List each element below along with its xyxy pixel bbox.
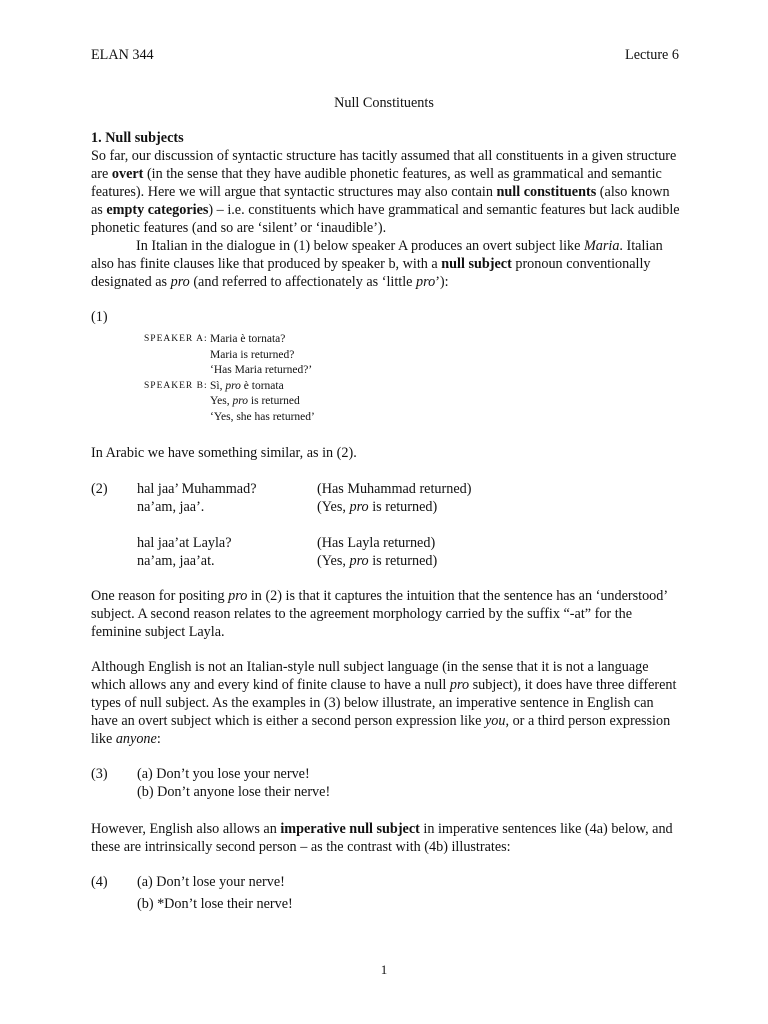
example-4 <box>91 873 293 913</box>
dialogue-line <box>210 379 284 395</box>
example-row <box>91 895 293 913</box>
text-run: Sì, <box>210 379 226 392</box>
speaker-a-label: SPEAKER A: <box>144 334 208 344</box>
italic-term: pro <box>225 379 241 392</box>
paragraph-intro <box>91 147 681 237</box>
example-2 <box>91 480 471 570</box>
dialogue-row <box>144 394 315 410</box>
example-row <box>91 765 330 783</box>
text-run: (also known as <box>91 184 670 218</box>
document-title: Null Constituents <box>334 95 434 111</box>
text-run: in imperative sentences like (4a) below, and these are intrinsically second person – as the contrast with (4b) illustrates: <box>91 821 673 855</box>
text-run: : <box>156 731 161 747</box>
italic-term: pro <box>349 499 369 515</box>
text-run: è tornata <box>240 379 284 392</box>
dialogue-line <box>210 363 312 379</box>
dialogue-row <box>144 410 315 426</box>
example-sentence: (a) Don’t lose your nerve! <box>137 874 285 890</box>
dialogue-line <box>210 394 300 410</box>
italic-term: pro <box>228 588 248 604</box>
example-row <box>91 873 293 891</box>
gloss-text <box>317 480 471 498</box>
paragraph-english-null-subject <box>91 658 681 748</box>
text-run: is returned) <box>368 553 438 569</box>
example-sentence: (b) *Don’t lose their nerve! <box>137 896 293 912</box>
paragraph-pro-reason <box>91 587 681 641</box>
text-run: Yes, <box>210 395 233 407</box>
text-run: pronoun conventionally designated as <box>91 256 651 290</box>
section-null-subjects <box>91 129 681 291</box>
gloss-text <box>317 498 437 516</box>
example-row <box>91 534 471 552</box>
italic-term: anyone <box>115 731 157 747</box>
dialogue-row <box>144 363 315 379</box>
text-run: . Italian also has finite clauses like that produced by speaker b, with a <box>91 238 663 272</box>
text-run: is returned) <box>368 499 438 515</box>
text-run: (Yes, <box>317 499 350 515</box>
text-run: (and referred to affectionately as ‘little <box>189 274 417 290</box>
arabic-text: hal jaa’ Muhammad? <box>137 481 257 497</box>
text-run: is returned <box>248 395 300 407</box>
bold-term: null subject <box>441 256 512 272</box>
italic-term: pro <box>416 274 436 290</box>
example-1-number: (1) <box>91 309 108 325</box>
dialogue-row <box>144 332 315 348</box>
text-run: ‘Yes, she has returned’ <box>210 410 315 423</box>
paragraph-italian <box>91 237 681 291</box>
page-header <box>91 46 679 64</box>
speaker-b-label: SPEAKER B: <box>144 380 208 391</box>
text-run: Maria è tornata? <box>210 333 286 345</box>
text-run: ’): <box>435 274 449 290</box>
text-run: Although English is not an Italian-style null subject language (in the sense that it is not a language which allows any and every kind of finite clause to have a null <box>91 659 649 693</box>
text-run: So far, our discussion of syntactic structure has tacitly assumed that all constituents in a given structure are <box>91 148 677 182</box>
text-run: (Has Layla returned) <box>317 535 436 551</box>
example-1-dialogue <box>144 332 315 425</box>
example-4-number: (4) <box>91 874 108 890</box>
dialogue-line <box>210 348 294 364</box>
italic-term: pro <box>170 274 190 290</box>
italic-term: you <box>484 713 506 729</box>
paragraph-imperative <box>91 820 681 856</box>
example-row <box>91 783 330 801</box>
text-run: However, English also allows an <box>91 821 281 837</box>
gloss-text <box>317 534 435 552</box>
text-run: Maria is returned? <box>210 348 295 361</box>
dialogue-line <box>210 332 285 348</box>
example-row <box>91 480 471 498</box>
text-run: subject), it does have three different types of null subject. As the examples in (3) below illustrate, an imperative sentence in English can have an overt subject which is either a second person expression like <box>91 677 677 729</box>
italic-term: pro <box>449 677 470 693</box>
text-run: (in the sense that they have audible phonetic features, as well as grammatical and semantic features). Here we will argue that syntactic structures may also contain <box>91 166 662 200</box>
text-run: in (2) is that it captures the intuition that the sentence has an ‘understood’ subject. A second reason relates to the agreement morphology carried by the suffix “-at” for the feminine subject Layla. <box>91 588 668 640</box>
text-run: ) – i.e. constituents which have grammatical and semantic features but lack audible phonetic features (and so are ‘silent’ or ‘inaudible’). <box>91 202 680 236</box>
gloss-text <box>317 552 437 570</box>
text-run: , or a third person expression like <box>91 713 671 747</box>
arabic-text: hal jaa’at Layla? <box>137 535 232 551</box>
section-heading: 1. Null subjects <box>91 130 184 146</box>
example-sentence: (a) Don’t you lose your nerve! <box>137 766 310 782</box>
example-3-number: (3) <box>91 766 108 782</box>
text-run: One reason for positing <box>91 588 229 604</box>
arabic-text: na’am, jaa’at. <box>137 553 215 569</box>
italic-term: pro <box>349 553 369 569</box>
italic-term: Maria <box>583 238 620 254</box>
dialogue-row <box>144 379 315 395</box>
page-number: 1 <box>380 962 388 977</box>
italic-term: pro <box>232 395 249 407</box>
bold-term: overt <box>111 166 144 182</box>
example-row <box>91 552 471 570</box>
arabic-text: na’am, jaa’. <box>137 499 205 515</box>
example-sentence: (b) Don’t anyone lose their nerve! <box>137 784 331 800</box>
course-code: ELAN 344 <box>91 47 154 63</box>
dialogue-row <box>144 348 315 364</box>
paragraph-arabic-intro: In Arabic we have something similar, as in (2). <box>91 445 357 461</box>
example-3 <box>91 765 330 801</box>
bold-term: empty categories <box>106 202 209 218</box>
text-run: ‘Has Maria returned?’ <box>210 364 313 376</box>
text-run: (Has Muhammad returned) <box>317 481 472 497</box>
lecture-number: Lecture 6 <box>625 47 679 63</box>
text-run: (Yes, <box>317 553 350 569</box>
example-2-number: (2) <box>91 481 108 497</box>
example-row <box>91 498 471 516</box>
bold-term: imperative null subject <box>280 821 420 837</box>
dialogue-line <box>210 410 315 426</box>
bold-term: null constituents <box>496 184 597 200</box>
text-run: In Italian in the dialogue in (1) below speaker A produces an overt subject like <box>136 238 584 254</box>
